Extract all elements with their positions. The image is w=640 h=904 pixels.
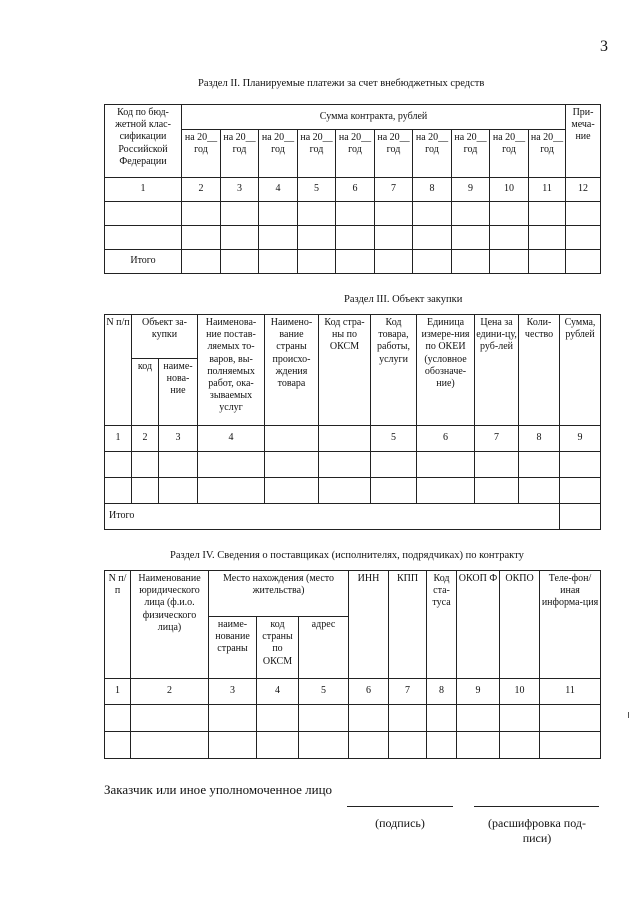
year-cell: на 20__ год bbox=[452, 130, 490, 178]
unit-header: Единица измере-ния по ОКЕИ (условное обозначе-ние) bbox=[417, 315, 475, 426]
year-cell: на 20__ год bbox=[221, 130, 259, 178]
object-header: Объект за-купки bbox=[132, 315, 198, 359]
column-number: 1 bbox=[105, 178, 182, 202]
column-number: 8 bbox=[413, 178, 452, 202]
column-number: 6 bbox=[349, 679, 389, 705]
legal-entity-header: Наименование юридического лица (ф.и.о. физического лица) bbox=[131, 571, 209, 679]
year-cell: на 20__ год bbox=[529, 130, 566, 178]
column-number: 2 bbox=[132, 426, 159, 452]
location-header: Место нахождения (место жительства) bbox=[209, 571, 349, 617]
column-number: 4 bbox=[198, 426, 265, 452]
contract-sum-header: Сумма контракта, рублей bbox=[182, 105, 566, 130]
code-subheader: код bbox=[132, 359, 159, 426]
column-number: 8 bbox=[519, 426, 560, 452]
status-code-header: Код ста-туса bbox=[427, 571, 457, 679]
year-cell: на 20__ год bbox=[336, 130, 375, 178]
section-4-table bbox=[104, 570, 601, 759]
column-number: 7 bbox=[375, 178, 413, 202]
section-3-table bbox=[104, 314, 601, 530]
margin-mark bbox=[628, 712, 629, 718]
column-number: 1 bbox=[105, 679, 131, 705]
section-3-title: Раздел III. Объект закупки bbox=[344, 294, 463, 305]
table-row bbox=[105, 202, 601, 226]
column-number: 12 bbox=[566, 178, 601, 202]
product-code-header: Код товара, работы, услуги bbox=[371, 315, 417, 426]
table-row bbox=[105, 732, 601, 759]
note-header: При-меча-ние bbox=[566, 105, 601, 178]
signatory-label: Заказчик или иное уполномоченное лицо bbox=[104, 782, 333, 797]
column-number: 6 bbox=[336, 178, 375, 202]
sum-header: Сумма, рублей bbox=[560, 315, 601, 426]
year-cell: на 20__ год bbox=[490, 130, 529, 178]
column-number: 5 bbox=[298, 178, 336, 202]
table-row bbox=[105, 226, 601, 250]
year-cell: на 20__ год bbox=[182, 130, 221, 178]
table-row bbox=[105, 478, 601, 504]
n-header: N п/п bbox=[105, 315, 132, 426]
quantity-header: Коли-чество bbox=[519, 315, 560, 426]
name-subheader: наиме-нова-ние bbox=[159, 359, 198, 426]
kpp-header: КПП bbox=[389, 571, 427, 679]
section-4-title: Раздел IV. Сведения о поставщиках (исполнителях, подрядчиках) по контракту bbox=[170, 550, 524, 561]
page-number: 3 bbox=[600, 38, 608, 55]
column-number: 9 bbox=[452, 178, 490, 202]
column-number: 3 bbox=[159, 426, 198, 452]
signature-line bbox=[347, 806, 453, 807]
column-number: 2 bbox=[131, 679, 209, 705]
inn-header: ИНН bbox=[349, 571, 389, 679]
year-cell: на 20__ год bbox=[375, 130, 413, 178]
country-name-subheader: наиме-нование страны bbox=[209, 617, 257, 679]
country-header: Наимено-вание страны происхо-ждения товара bbox=[265, 315, 319, 426]
phone-header: Теле-фон/иная информа-ция bbox=[540, 571, 601, 679]
column-number: 1 bbox=[105, 426, 132, 452]
column-number: 7 bbox=[389, 679, 427, 705]
total-label: Итого bbox=[105, 250, 182, 274]
column-number: 8 bbox=[427, 679, 457, 705]
price-header: Цена за едини-цу, руб-лей bbox=[475, 315, 519, 426]
signature-decode-caption: (расшифровка под-писи) bbox=[488, 816, 586, 845]
year-cell: на 20__ год bbox=[298, 130, 336, 178]
column-number: 3 bbox=[221, 178, 259, 202]
code-header: Код по бюд-жетной клас-сификации Российской Федерации bbox=[105, 105, 182, 178]
table-row bbox=[105, 705, 601, 732]
column-number: 10 bbox=[500, 679, 540, 705]
column-number: 7 bbox=[475, 426, 519, 452]
column-number: 9 bbox=[560, 426, 601, 452]
section-2-title: Раздел II. Планируемые платежи за счет внебюджетных средств bbox=[198, 78, 485, 89]
column-number: 10 bbox=[490, 178, 529, 202]
column-number: 9 bbox=[457, 679, 500, 705]
column-number: 11 bbox=[529, 178, 566, 202]
column-number: 5 bbox=[371, 426, 417, 452]
okpo-header: ОКПО bbox=[500, 571, 540, 679]
country-code-subheader: код страны по ОКСМ bbox=[257, 617, 299, 679]
column-number: 3 bbox=[209, 679, 257, 705]
section-2-table bbox=[104, 104, 601, 274]
total-label: Итого bbox=[105, 504, 560, 530]
column-number: 5 bbox=[299, 679, 349, 705]
okopf-header: ОКОП Ф bbox=[457, 571, 500, 679]
column-number: 6 bbox=[417, 426, 475, 452]
column-number: 11 bbox=[540, 679, 601, 705]
year-cell: на 20__ год bbox=[413, 130, 452, 178]
year-cell: на 20__ год bbox=[259, 130, 298, 178]
column-number: 4 bbox=[257, 679, 299, 705]
signature-caption: (подпись) bbox=[375, 816, 425, 830]
signature-decode-line bbox=[474, 806, 599, 807]
column-number: 2 bbox=[182, 178, 221, 202]
address-subheader: адрес bbox=[299, 617, 349, 679]
table-row bbox=[105, 452, 601, 478]
column-number: 4 bbox=[259, 178, 298, 202]
oksm-header: Код стра-ны по ОКСМ bbox=[319, 315, 371, 426]
n-header: N п/п bbox=[105, 571, 131, 679]
goods-header: Наименова-ние постав-ляемых то-варов, вы-полняемых работ, ока-зываемых услуг bbox=[198, 315, 265, 426]
